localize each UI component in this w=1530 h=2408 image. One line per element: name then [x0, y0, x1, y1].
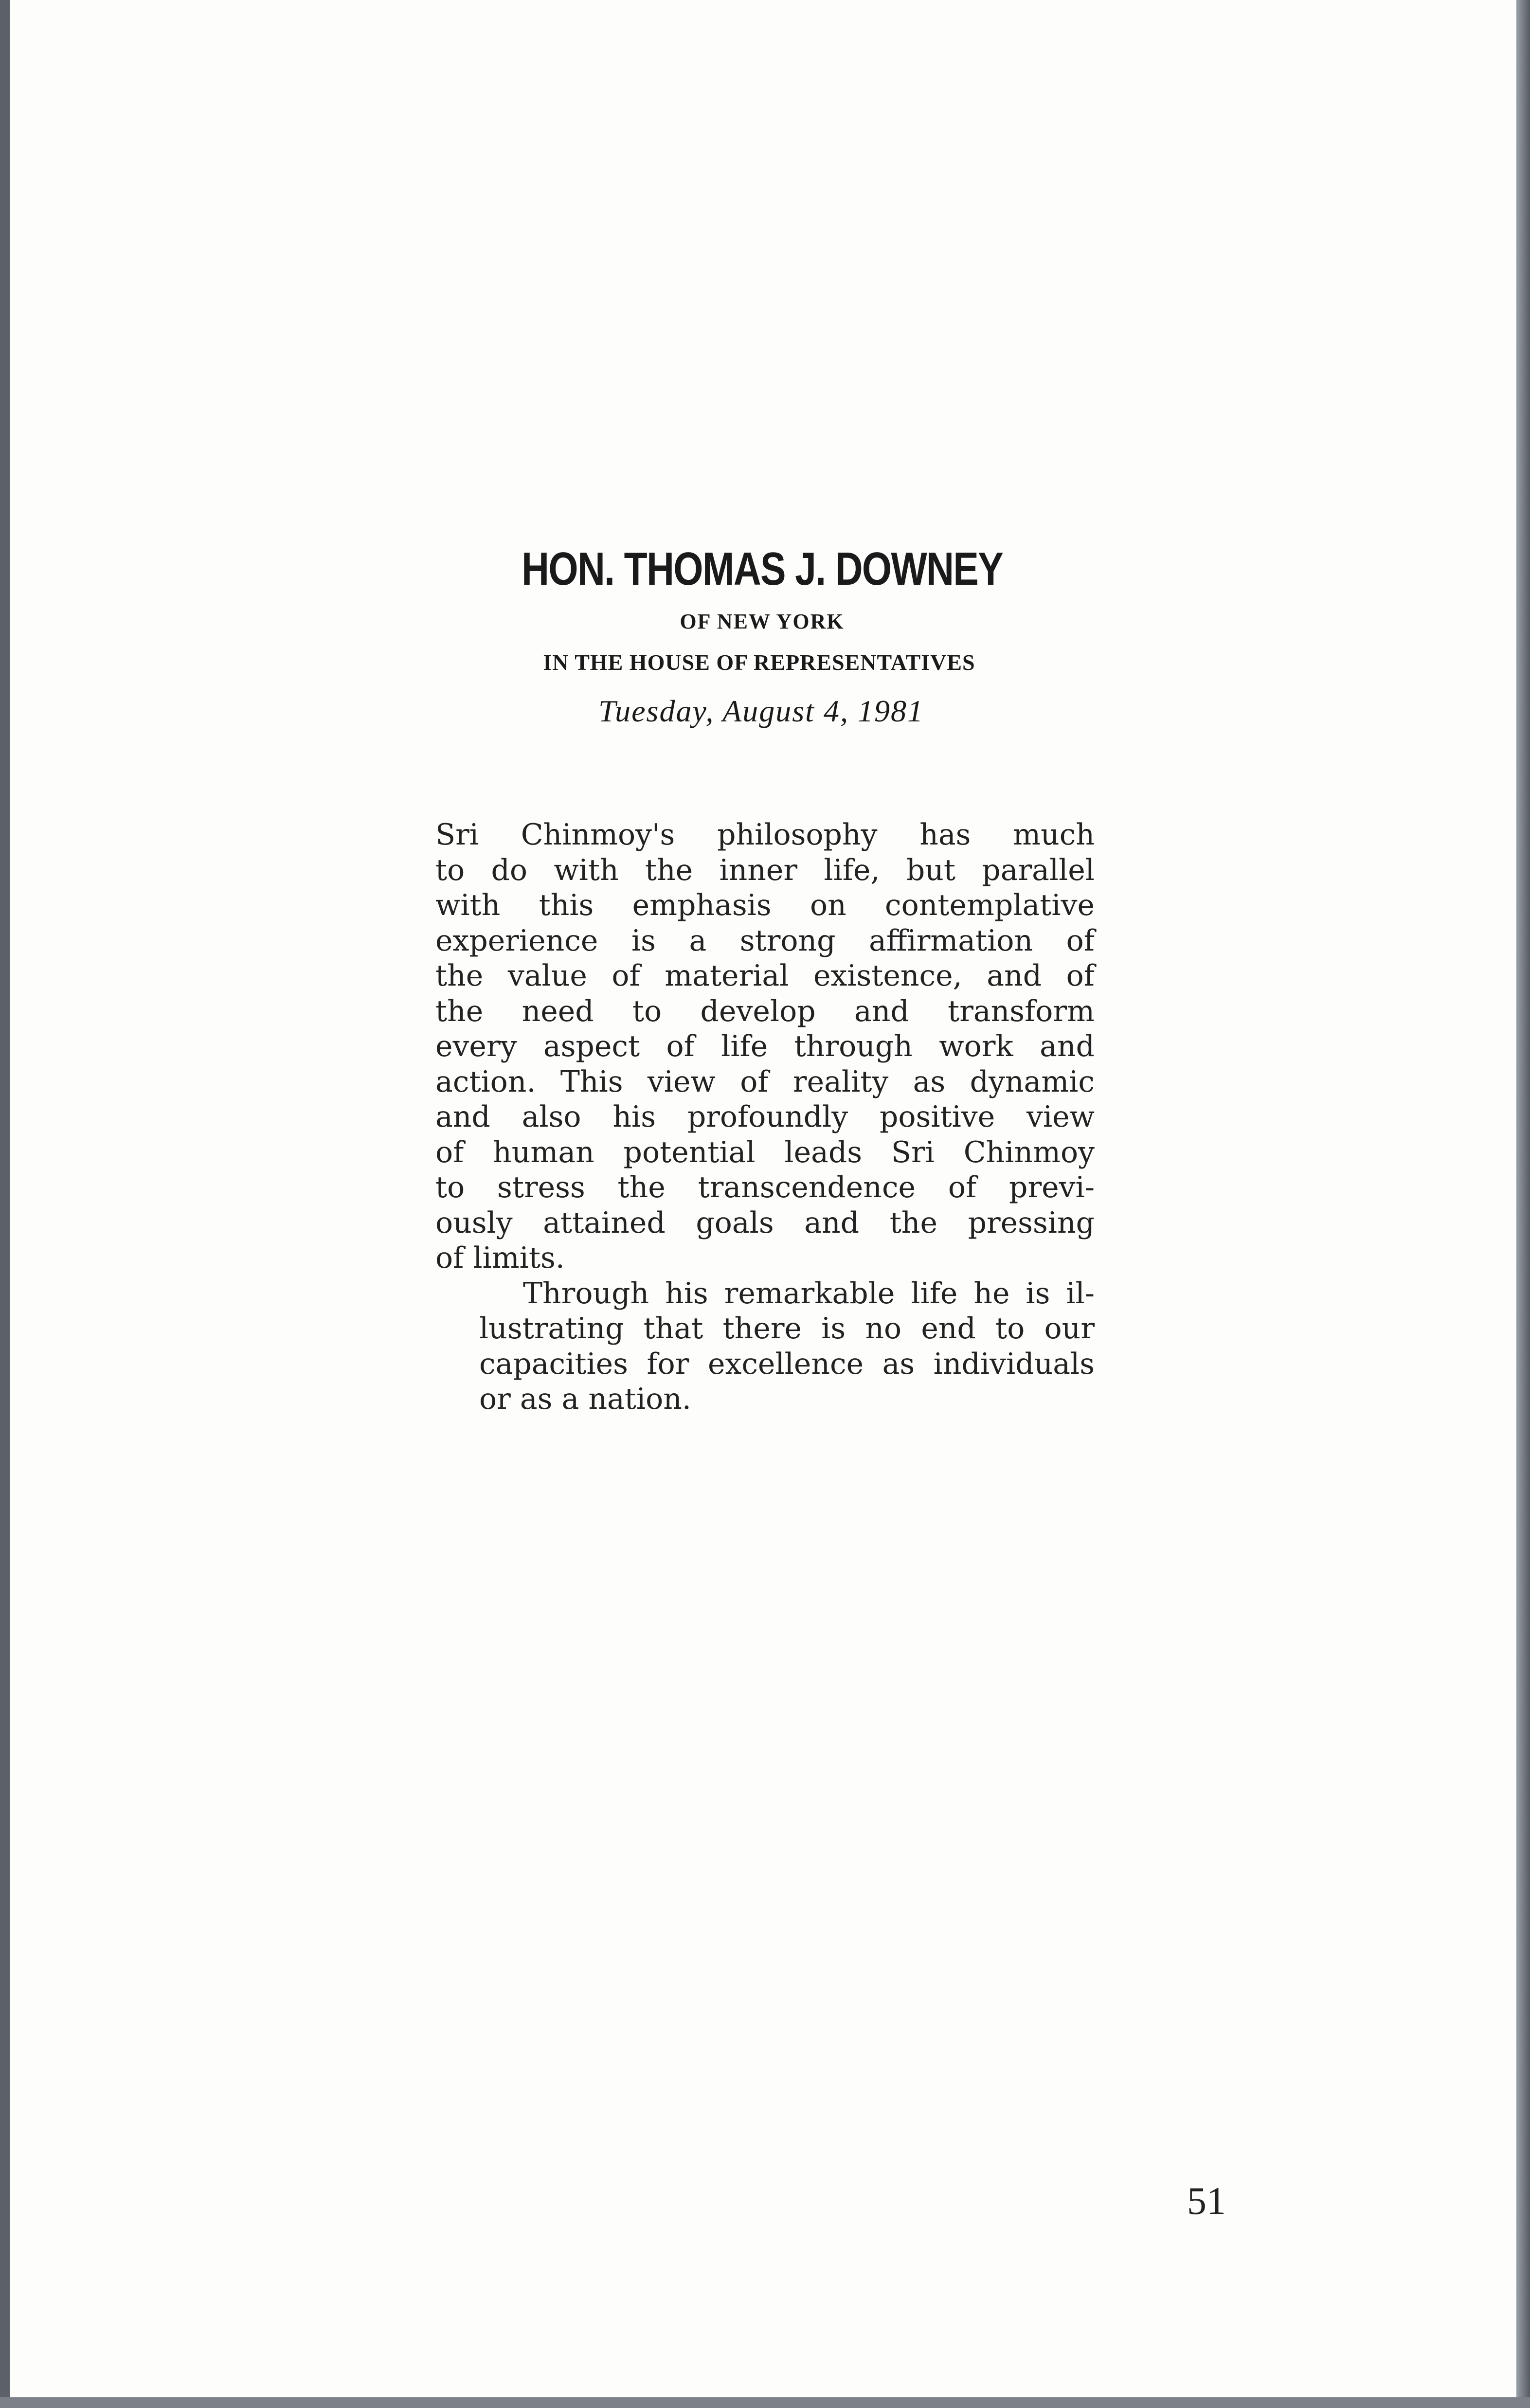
text-line: ously attained goals and the pressing — [435, 1205, 1095, 1240]
text-line: of human potential leads Sri Chinmoy — [435, 1135, 1095, 1169]
text-line: the need to develop and transform — [435, 994, 1095, 1028]
text-line: Through his remarkable life he is il- — [523, 1276, 1095, 1311]
record-date: Tuesday, August 4, 1981 — [598, 694, 924, 728]
page-number: 51 — [1187, 2180, 1226, 2223]
body-text — [435, 817, 1095, 1417]
paragraph-1 — [435, 817, 1095, 1276]
paragraph-2 — [435, 1276, 1095, 1417]
text-line: to do with the inner life, but parallel — [435, 853, 1095, 887]
text-line: Sri Chinmoy's philosophy has much — [435, 818, 1095, 852]
scan-edge-left — [0, 0, 10, 2408]
text-line: experience is a strong affirmation of — [435, 923, 1095, 958]
text-line: with this emphasis on contemplative — [435, 888, 1095, 922]
text-line: the value of material existence, and of — [435, 959, 1095, 993]
scan-edge-right — [1516, 0, 1530, 2408]
text-line: of limits. — [435, 1241, 565, 1275]
text-line: lustrating that there is no end to our — [479, 1312, 1095, 1346]
text-line: to stress the transcendence of previ- — [435, 1170, 1095, 1204]
text-line: and also his profoundly positive view — [435, 1100, 1095, 1134]
speaker-state: OF NEW YORK — [680, 610, 845, 633]
text-line: every aspect of life through work and — [435, 1029, 1095, 1063]
text-line: capacities for excellence as individuals — [479, 1347, 1095, 1381]
speaker-name: HON. THOMAS J. DOWNEY — [522, 543, 1003, 595]
chamber-line: IN THE HOUSE OF REPRESENTATIVES — [543, 650, 975, 675]
text-line: action. This view of reality as dynamic — [435, 1064, 1095, 1099]
text-line: or as a nation. — [479, 1382, 691, 1416]
scan-edge-bottom — [0, 2397, 1530, 2408]
